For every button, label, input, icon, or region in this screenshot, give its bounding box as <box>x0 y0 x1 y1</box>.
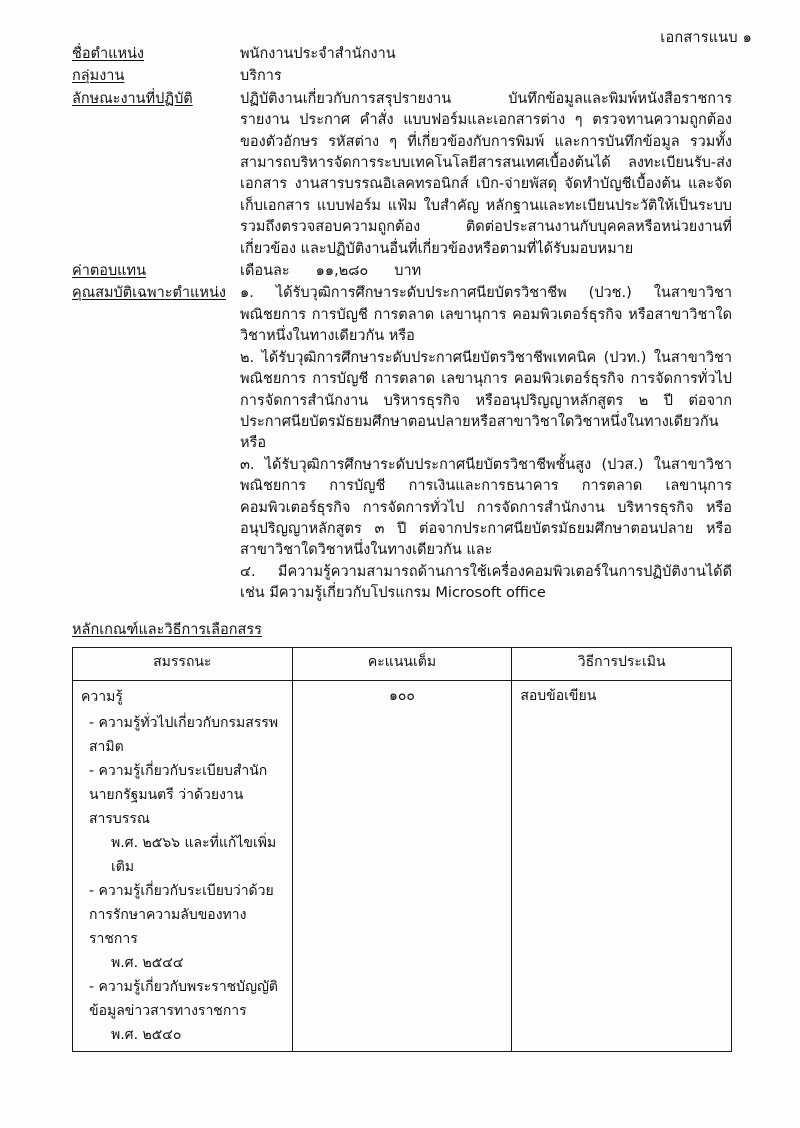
field-label-duty: ลักษณะงานที่ปฏิบัติ <box>72 90 193 107</box>
competency-item: - ความรู้เกี่ยวกับพระราชบัญญัติข้อมูลข่าวสารทางราชการ <box>89 978 279 1019</box>
field-work-group <box>72 66 732 87</box>
column-header-method: วิธีการประเมิน <box>512 647 732 680</box>
attachment-note: เอกสารแนบ ๑ <box>660 30 752 46</box>
cell-competency <box>73 680 293 1051</box>
compensation-amount: ๑๑,๒๘๐ <box>315 263 369 280</box>
field-label-work-group: กลุ่มงาน <box>72 68 125 85</box>
cell-score: ๑๐๐ <box>292 680 512 1051</box>
qualification-list <box>240 283 732 604</box>
qualification-item: ๒. ได้รับวุฒิการศึกษาระดับประกาศนียบัตรวิชาชีพเทคนิค (ปวท.) ในสาขาวิชาพณิชยการ การบัญชี การตลาด เลขานุการ คอมพิวเตอร์ธุรกิจ การจัดการทั่วไป การจัดการสำนักงาน บริหารธุรกิจ หรืออนุปริญญาหลักสูตร ๒ ปี ต่อจากประกาศนียบัตรมัธยมศึกษาตอนปลายหรือสาขาวิชาใดวิชาหนึ่งในทางเดียวกัน หรือ <box>240 349 732 452</box>
column-header-score: คะแนนเต็ม <box>292 647 512 680</box>
field-compensation <box>72 261 732 282</box>
cell-method: สอบข้อเขียน <box>512 680 732 1051</box>
table-header-row <box>73 647 732 680</box>
field-duty <box>72 89 732 260</box>
field-label-compensation: ค่าตอบแทน <box>72 263 146 280</box>
competency-subitem: พ.ศ. ๒๕๖๖ และที่แก้ไขเพิ่มเติม <box>111 834 277 875</box>
field-value-duty: ปฏิบัติงานเกี่ยวกับการสรุปรายงาน บันทึกข้อมูลและพิมพ์หนังสือราชการ รายงาน ประกาศ คำสั่ง แบบฟอร์มและเอกสารต่าง ๆ ตรวจทานความถูกต้องของตัวอักษร รหัสต่าง ๆ ที่เกี่ยวข้องกับการพิมพ์ และการบันทึกข้อมูล รวมทั้งสามารถบริหารจัดการระบบเทคโนโลยีสารสนเทศเบื้องต้นได้ ลงทะเบียนรับ-ส่งเอกสาร งานสารบรรณอิเลคทรอนิกส์ เบิก-จ่ายพัสดุ จัดทำบัญชีเบื้องต้น และจัดเก็บเอกสาร แบบฟอร์ม แฟ้ม ใบสำคัญ หลักฐานและทะเบียนประวัติให้เป็นระบบรวมถึงตรวจสอบความถูกต้อง ติดต่อประสานงานกับบุคคลหรือหน่วยงานที่เกี่ยวข้อง และปฏิบัติงานอื่นที่เกี่ยวข้องหรือตามที่ได้รับมอบหมาย <box>240 90 732 257</box>
field-qualification <box>72 283 732 604</box>
qualification-item: ๑. ได้รับวุฒิการศึกษาระดับประกาศนียบัตรวิชาชีพ (ปวช.) ในสาขาวิชาพณิชยการ การบัญชี การตลาด เลขานุการ คอมพิวเตอร์ธุรกิจ หรือสาขาวิชาใดวิชาหนึ่งในทางเดียวกัน หรือ <box>240 285 732 345</box>
document-content <box>72 44 732 1052</box>
competency-heading: ความรู้ <box>81 688 123 705</box>
competency-item: - ความรู้เกี่ยวกับระเบียบว่าด้วยการรักษาความลับของทางราชการ <box>89 882 274 947</box>
criteria-section <box>72 606 732 1052</box>
field-value-position-name: พนักงานประจำสำนักงาน <box>240 46 396 62</box>
compensation-unit: บาท <box>394 263 422 280</box>
competency-item: - ความรู้ทั่วไปเกี่ยวกับกรมสรรพสามิต <box>89 714 279 755</box>
compensation-line <box>240 261 732 282</box>
competency-item: - ความรู้เกี่ยวกับระเบียบสำนักนายกรัฐมนตรี ว่าด้วยงานสารบรรณ <box>89 762 268 827</box>
qualification-item: ๓. ได้รับวุฒิการศึกษาระดับประกาศนียบัตรวิชาชีพชั้นสูง (ปวส.) ในสาขาวิชาพณิชยการ การบัญชี การเงินและการธนาคาร การตลาด เลขานุการ คอมพิวเตอร์ธุรกิจ การจัดการทั่วไป การจัดการสำนักงาน บริหารธุรกิจ หรืออนุปริญญาหลักสูตร ๓ ปี ต่อจากประกาศนียบัตรมัธยมศึกษาตอนปลาย หรือสาขาวิชาใดวิชาหนึ่งในทางเดียวกัน และ <box>240 456 732 559</box>
qualification-item: ๔. มีความรู้ความสามารถด้านการใช้เครื่องคอมพิวเตอร์ในการปฏิบัติงานได้ดี เช่น มีความรู้เกี่ยวกับโปรแกรม Microsoft office <box>240 563 732 602</box>
criteria-title: หลักเกณฑ์และวิธีการเลือกสรร <box>72 621 262 638</box>
competency-subitem: พ.ศ. ๒๕๔๐ <box>111 1026 182 1043</box>
compensation-period: เดือนละ <box>240 263 290 280</box>
table-row <box>73 680 732 1051</box>
competency-subitem: พ.ศ. ๒๕๔๔ <box>111 954 184 971</box>
field-label-qualification: คุณสมบัติเฉพาะตำแหน่ง <box>72 285 226 302</box>
column-header-competency: สมรรถนะ <box>73 647 293 680</box>
field-value-work-group: บริการ <box>240 68 282 85</box>
field-label-position-name: ชื่อตำแหน่ง <box>72 46 145 62</box>
criteria-table <box>72 647 732 1052</box>
field-position-name <box>72 44 732 65</box>
